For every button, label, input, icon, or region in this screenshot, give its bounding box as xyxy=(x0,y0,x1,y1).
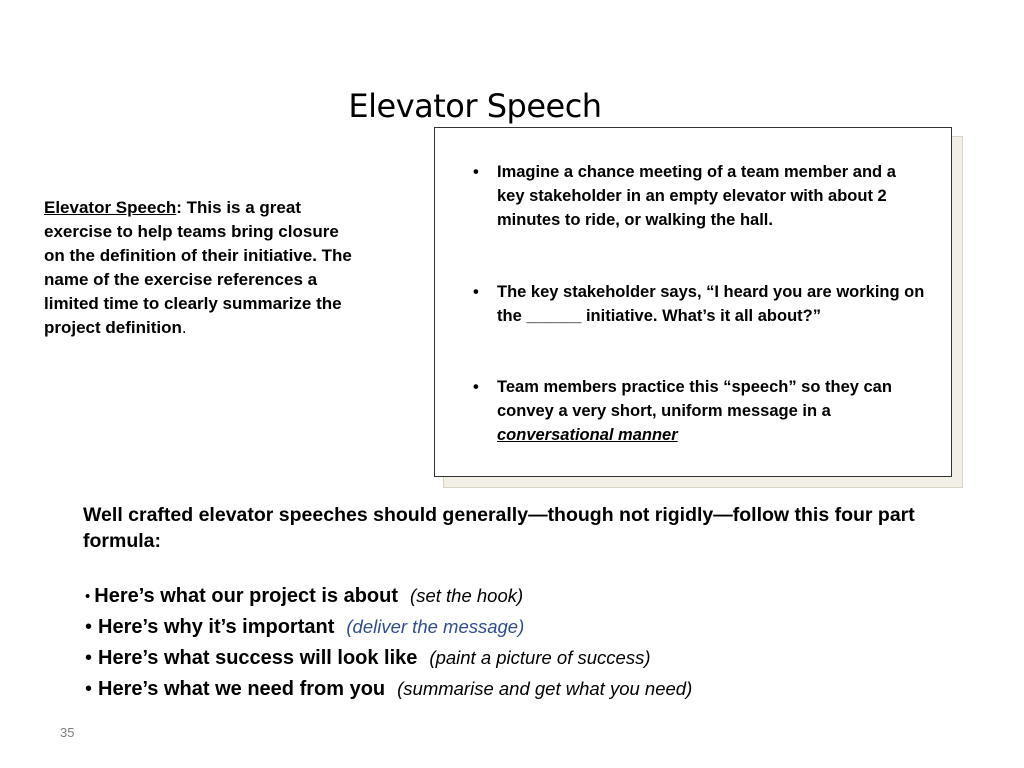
formula-note: (summarise and get what you need) xyxy=(397,678,693,699)
callout-item-practice xyxy=(473,375,927,447)
callout-item-question xyxy=(473,280,927,328)
formula-item-success xyxy=(85,644,651,672)
formula-item-important xyxy=(85,613,524,641)
bullet-icon: • xyxy=(85,588,91,605)
formula-step: Here’s why it’s important xyxy=(98,616,335,638)
page-number: 35 xyxy=(60,725,75,740)
formula-lead: Well crafted elevator speeches should generally—though not rigidly—follow this four part formula: xyxy=(83,504,915,552)
formula-item-need xyxy=(85,675,692,703)
slide-title: Elevator Speech xyxy=(348,87,602,126)
bullet-icon: • xyxy=(473,163,479,181)
callout-item-emphasis: conversational manner xyxy=(497,426,678,444)
formula-step: Here’s what we need from you xyxy=(98,678,386,700)
bullet-icon: • xyxy=(473,283,479,301)
callout-box xyxy=(434,127,952,477)
intro-paragraph xyxy=(44,196,364,340)
formula-item-about xyxy=(85,582,523,611)
callout-item-meeting xyxy=(473,160,927,232)
bullet-icon: • xyxy=(85,678,93,700)
formula-note: (paint a picture of success) xyxy=(429,647,651,668)
formula-step: Here’s what success will look like xyxy=(98,647,418,669)
bullet-icon: • xyxy=(85,647,93,669)
callout-item-text: Team members practice this “speech” so they can convey a very short, uniform message in a xyxy=(497,378,892,420)
callout-item-text: The key stakeholder says, “I heard you are working on the ______ initiative. What’s it all about?” xyxy=(497,283,925,325)
bullet-icon: • xyxy=(473,378,479,396)
intro-term: Elevator Speech xyxy=(44,198,177,217)
formula-note: (deliver the message) xyxy=(346,616,525,637)
bullet-icon: • xyxy=(85,616,93,638)
formula-step: Here’s what our project is about xyxy=(94,585,399,607)
intro-end: . xyxy=(181,318,187,337)
callout-item-text: Imagine a chance meeting of a team member and a key stakeholder in an empty elevator with about 2 minutes to ride, or walking the hall. xyxy=(497,163,896,229)
formula-note: (set the hook) xyxy=(410,585,524,606)
intro-text: : This is a great exercise to help teams bring closure on the definition of their initiative. The name of the exercise references a limited time to clearly summarize the project definition xyxy=(44,198,352,337)
